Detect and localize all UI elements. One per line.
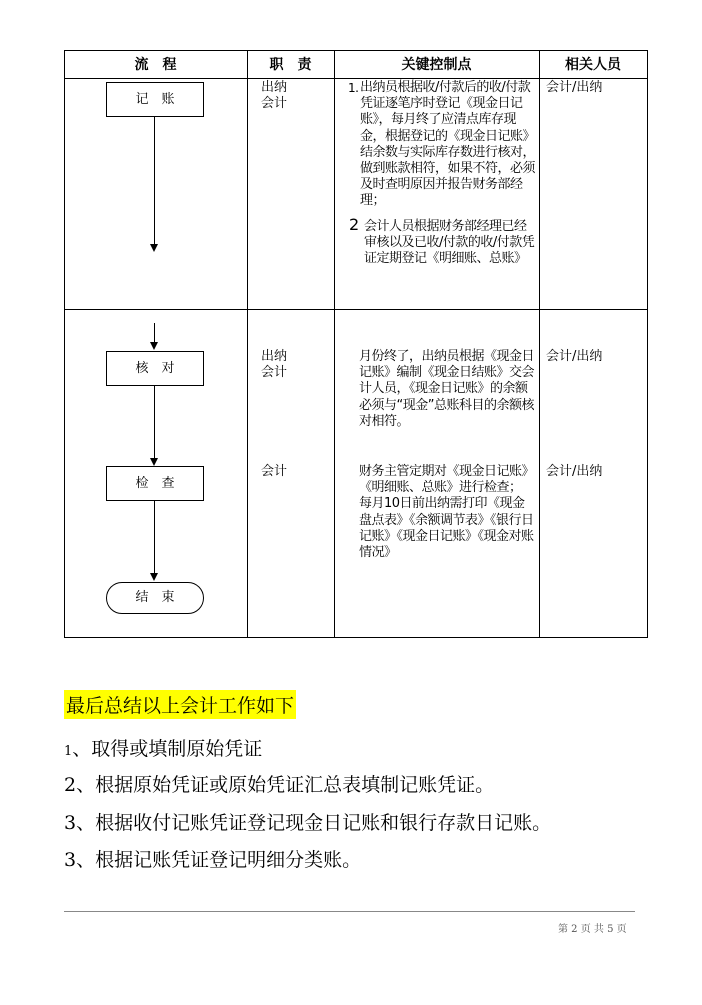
- summary-item-text: 、根据记账凭证登记明细分类账。: [76, 849, 362, 871]
- row1-duty: [261, 80, 287, 111]
- row3-people: 会计/出纳: [546, 464, 603, 479]
- table-row-divider: [64, 309, 648, 310]
- summary-item-text: 、取得或填制原始凭证: [72, 738, 263, 760]
- arrow-down-icon: [150, 458, 158, 466]
- table-border-left: [64, 50, 65, 638]
- flow-end: 结 束: [106, 582, 204, 614]
- header-duty: 职 责: [269, 57, 312, 73]
- table-border-bottom: [64, 637, 648, 638]
- flow-connector: [154, 117, 155, 245]
- table-col-divider-2: [334, 50, 335, 638]
- summary-item-text: 、根据收付记账凭证登记现金日记账和银行存款日记账。: [76, 812, 552, 834]
- arrow-down-icon: [150, 573, 158, 581]
- summary-item-num: 3: [64, 812, 77, 834]
- table-col-divider-3: [539, 50, 540, 638]
- table-border-top: [64, 50, 648, 51]
- table-header-divider: [64, 78, 648, 79]
- row1-people: 会计/出纳: [546, 80, 603, 95]
- page-number: 第 2 页 共 5 页: [558, 924, 627, 935]
- header-people: 相关人员: [565, 57, 621, 73]
- header-control: 关键控制点: [401, 57, 472, 73]
- flow-connector: [154, 501, 155, 573]
- arrow-down-icon: [150, 244, 158, 252]
- summary-title: 最后总结以上会计工作如下: [64, 690, 296, 719]
- row2-control: 月份终了，出纳员根据《现金日记账》编制《现金日结账》交会计人员，《现金日记账》的余额必须与“现金”总账科目的余额核对相符。: [359, 349, 535, 429]
- footer-rule: [64, 911, 635, 912]
- summary-item-num: 1: [64, 744, 73, 759]
- flow-step-record: 记 账: [106, 82, 204, 117]
- header-process: 流 程: [134, 57, 177, 73]
- row2-people: 会计/出纳: [546, 349, 603, 364]
- row3-control: 财务主管定期对《现金日记账》《明细账、总账》进行检查； 每月10日前出纳需打印《现金盘点表》《余额调节表》《银行日记账》《现金日记账》《现金对账情况》: [359, 464, 535, 561]
- row3-duty: 会计: [261, 464, 288, 479]
- row1-control-item2-text: 会计人员根据财务部经理已经审核以及已收/付款的收/付款凭证定期登记《明细账、总账》: [364, 219, 535, 267]
- row1-duty-text: 出纳 会计: [261, 80, 288, 111]
- summary-item: [64, 770, 494, 797]
- row2-duty-text: 出纳 会计: [261, 349, 288, 380]
- flow-step-reconcile: 核 对: [106, 351, 204, 386]
- summary-item: [64, 845, 361, 872]
- row2-duty: [261, 349, 287, 380]
- flow-step-check: 检 查: [106, 466, 204, 501]
- flow-connector: [154, 323, 155, 343]
- table-border-right: [647, 50, 648, 638]
- summary-item-text: 、根据原始凭证或原始凭证汇总表填制记账凭证。: [76, 774, 495, 796]
- row1-control-item2-num: 2: [349, 215, 359, 234]
- summary-item: [64, 734, 262, 761]
- flow-connector: [154, 386, 155, 458]
- summary-item-num: 3: [64, 849, 77, 871]
- arrow-down-icon: [150, 342, 158, 350]
- row1-control-item1-text: 出纳员根据收/付款后的收/付款凭证逐笔序时登记《现金日记账》，每月终了应清点库存现金，根据登记的《现金日记账》结余数与实际库存数进行核对，做到账款相符，如果不符，必须及时查明原因并报告财务部经理；: [360, 80, 536, 209]
- row1-control-item1-num: 1.: [348, 81, 359, 95]
- summary-item: [64, 808, 551, 835]
- summary-item-num: 2: [64, 774, 77, 796]
- table-col-divider-1: [247, 50, 248, 638]
